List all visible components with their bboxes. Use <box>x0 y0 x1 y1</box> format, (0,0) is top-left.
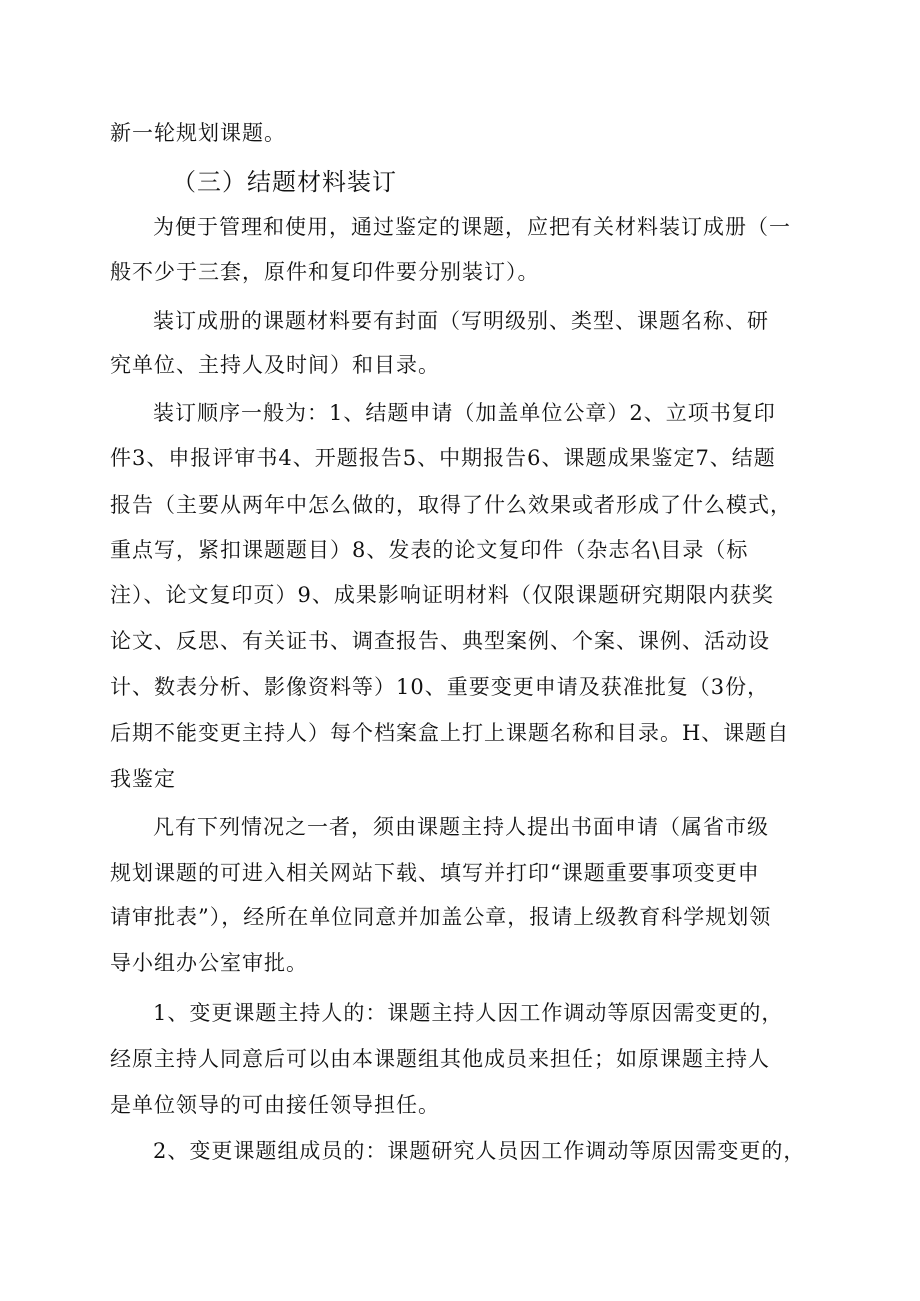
paragraph-line: 重点写，紧扣课题题目）8、发表的论文复印件（杂志名\目录（标 <box>110 538 749 562</box>
paragraph-line: 装订成册的课题材料要有封面（写明级别、类型、课题名称、研 <box>153 309 769 333</box>
paragraph-line: 般不少于三套，原件和复印件要分别装订）。 <box>110 260 540 284</box>
paragraph-line: 后期不能变更主持人）每个档案盒上打上课题名称和目录。H、课题自 <box>110 721 790 745</box>
paragraph-line: 是单位领导的可由接任领导担任。 <box>110 1093 440 1117</box>
paragraph-line: 请审批表”），经所在单位同意并加盖公章，报请上级教育科学规划领 <box>110 905 772 929</box>
paragraph-line: 报告（主要从两年中怎么做的，取得了什么效果或者形成了什么模式， <box>110 493 792 517</box>
paragraph-line: 注）、论文复印页）9、成果影响证明材料（仅限课题研究期限内获奖 <box>110 583 774 607</box>
paragraph-line: 我鉴定 <box>110 767 176 791</box>
paragraph-line: 经原主持人同意后可以由本课题组其他成员来担任；如原课题主持人 <box>110 1047 770 1071</box>
paragraph-line: 论文、反思、有关证书、调查报告、典型案例、个案、课例、活动设 <box>110 629 770 653</box>
paragraph-line: 新一轮规划课题。 <box>110 121 286 145</box>
paragraph-line: 装订顺序一般为：1、结题申请（加盖单位公章）2、立项书复印 <box>153 401 776 425</box>
paragraph-line: 究单位、主持人及时间）和目录。 <box>110 353 440 377</box>
paragraph-line: 2、变更课题组成员的：课题研究人员因工作调动等原因需变更的， <box>153 1139 806 1163</box>
paragraph-line: 导小组办公室审批。 <box>110 951 308 975</box>
paragraph-line: 1、变更课题主持人的：课题主持人因工作调动等原因需变更的， <box>153 1001 784 1025</box>
paragraph-line: 计、数表分析、影像资料等）10、重要变更申请及获准批复（3份， <box>110 675 770 699</box>
paragraph-line: 为便于管理和使用，通过鉴定的课题，应把有关材料装订成册（一 <box>153 215 791 239</box>
paragraph-line: 件3、申报评审书4、开题报告5、中期报告6、课题成果鉴定7、结题 <box>110 446 776 470</box>
section-heading: （三）结题材料装订 <box>172 168 397 196</box>
paragraph-line: 凡有下列情况之一者，须由课题主持人提出书面申请（属省市级 <box>153 815 769 839</box>
paragraph-line: 规划课题的可进入相关网站下载、填写并打印“课题重要事项变更申 <box>110 861 760 885</box>
